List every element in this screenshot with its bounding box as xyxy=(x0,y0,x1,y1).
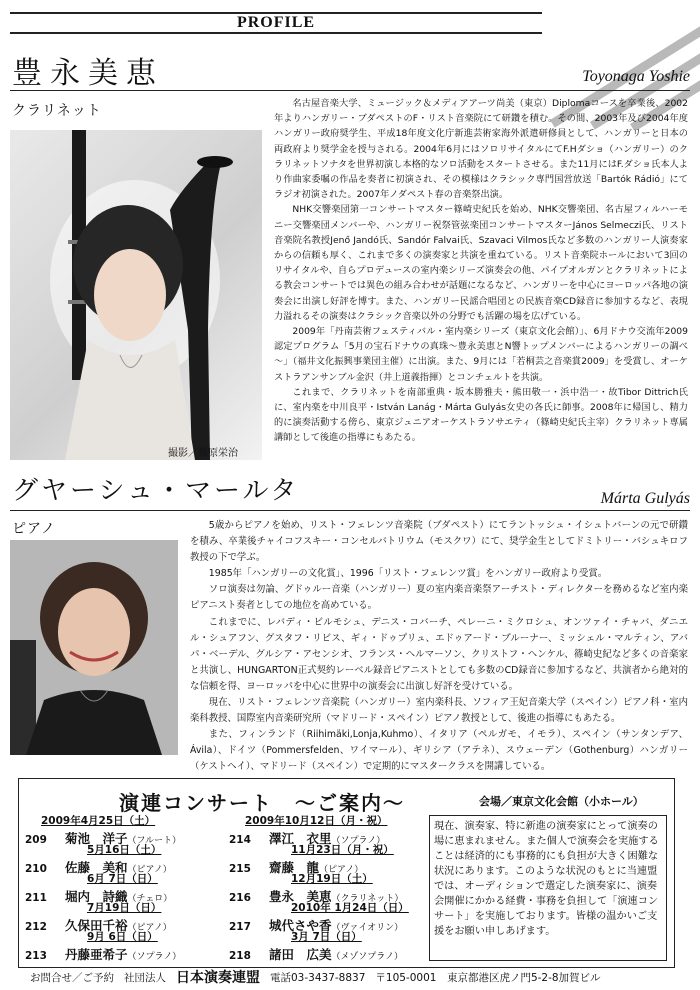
footer xyxy=(30,967,680,987)
concert-entry xyxy=(229,929,425,962)
concert-entry xyxy=(25,900,225,933)
performer-name: 佐藤 美和 xyxy=(65,860,128,875)
clarinet-portrait-illustration xyxy=(10,130,262,460)
artist1-divider xyxy=(10,90,690,91)
concert-number: 218 xyxy=(229,950,251,962)
concert-number: 216 xyxy=(229,892,251,904)
bio-paragraph: これまで、クラリネットを南部重典・坂本勝雅夫・熊田敬一・浜中浩一・故Tibor Dittrich氏に、室内楽を中川良平・István Lanág・Márta Gulyás女史の各氏に師事。2008年に帰国し、精力的に演奏活動する傍ら、東京ジュニアオーケストラソサエティ（篠崎史紀氏主宰）クラリネット専属講師として後進の指導にもあたる。 xyxy=(274,386,688,444)
page-title: PROFILE xyxy=(10,12,542,34)
concert-number: 210 xyxy=(25,863,47,875)
bio-paragraph: NHK交響楽団第一コンサートマスター篠崎史紀氏を始め、NHK交響楽団、名古屋フィルハーモニー交響楽団メンバーや、ハンガリー祝祭管弦楽団コンサートマスターJános Selmeczi氏、リスト音楽院名教授Jenő Jandó氏、Sandór Falvai氏、Szavaci Vilmos氏など多数のハンガリー人演奏家からの信頼も厚く、これまで多くの演奏家と共演を重ねている。リスト音楽院ホールにおいて3回のリサイタルや、自らプロデュースの室内楽シリーズ演奏会の他、パイプオルガンとクラリネットによる教会コンサートでは異色の組み合わせが話題になるなど、ハンガリーを中心にヨーロッパ各地の演奏会に出演し好評を博す。また、ハンガリー民謡合唱団との民族音楽CD録音に参加するなど、表現力溢れるその演奏はクラシック音楽以外の分野でも活躍の場を広げている。 xyxy=(274,204,688,322)
performer-instrument: （チェロ） xyxy=(127,894,173,904)
performer-name: 城代さや香 xyxy=(269,918,332,933)
artist1-name-en: Toyonaga Yoshie xyxy=(582,68,690,85)
performer-instrument: （フルート） xyxy=(127,836,182,846)
artist2-name-en: Márta Gulyás xyxy=(600,490,690,507)
artist1-instrument: クラリネット xyxy=(12,103,102,119)
concert-entry xyxy=(229,900,425,933)
artist2-photo xyxy=(10,540,178,755)
concert-venue: 会場／東京文化会館（小ホール） xyxy=(479,795,644,808)
concert-number: 213 xyxy=(25,950,47,962)
performer-instrument: （ソプラノ） xyxy=(331,836,386,846)
footer-contact: お問合せ／ご予約 xyxy=(30,971,114,984)
concert-title: 演連コンサート ～ご案内～ xyxy=(119,791,405,815)
performer-instrument: （ピアノ） xyxy=(127,923,172,933)
concert-entry xyxy=(25,813,225,846)
bio-paragraph: 5歳からピアノを始め、リスト・フェレンツ音楽院（ブダペスト）にてラントッシュ・イシュトバーンの元で研鑽を積み、卒業後チャイコフスキー・コンセルバトリウム（モスクワ）にて、奨学金生としてドミトリー・バシュキロフ教授の下で学ぶ。 xyxy=(190,520,688,564)
pianist-portrait-illustration xyxy=(10,540,178,755)
performer-instrument: （メゾソプラノ） xyxy=(331,952,403,962)
performer-name: 諸田 広美 xyxy=(269,947,332,962)
concert-date: 6月 7日（日） xyxy=(87,873,158,885)
artist2-instrument: ピアノ xyxy=(12,521,56,537)
concert-schedule-left xyxy=(25,813,225,962)
concert-number: 214 xyxy=(229,834,251,846)
artist2-divider xyxy=(10,510,690,511)
performer-name: 丹藤亜希子 xyxy=(65,947,128,962)
concert-entry xyxy=(229,871,425,904)
performer-name: 菊池 洋子 xyxy=(65,831,128,846)
performer-name: 堀内 詩織 xyxy=(65,889,128,904)
bio-paragraph: また、フィンランド（Riihimäki,Lonja,Kuhmo）、イタリア（ペルガモ、イモラ）、スペイン（サンタンデア、Ávila）、ドイツ（Pommersfelden、ワイマール）、ギリシア（アテネ）、スウェーデン（Gothenburg）ハンガリー（ケストヘイ）、マドリード（スペイン）で定期的にマスタークラスを開講している。 xyxy=(190,729,688,773)
performer-name: 久保田千裕 xyxy=(65,918,128,933)
performer-instrument: （クラリネット） xyxy=(331,894,404,904)
bio-paragraph: 名古屋音楽大学、ミュージック＆メディアアーツ尚美（東京）Diplomaコースを卒業後、2002年よりハンガリー・ブダペストのF・リスト音楽院にて研鑽を積む。その間、2003年及び2004年度ハンガリー政府奨学生、平成18年度文化庁新進芸術家海外派遣研修員として、ハンガリーと日本の両政府より奨学金を授与される。2004年6月にはソロリサイタルにてF.Hダショ（ハンガリー）のクラリネットソナタを世界初演し本格的なソロ活動をスタートさせる。また11月にはF.ダショ氏本人より作曲家委嘱の作品を奏者に初演され、その模様はクラシック専門国営放送「Bartók Rádió」にてラジオ初演された。2007年ノダペスト春の音楽祭出演。 xyxy=(274,98,688,201)
bio-paragraph: 2009年「丹南芸術フェスティバル・室内楽シリーズ（東京文化会館）」、6月ドナウ交流年2009認定プログラム「5月の宝石ドナウの真珠～豊永美恵とN響トップメンバーによるハンガリーの調べ～」（福井文化振興事業団主催）に出演。また、9月には「若桐芸之音楽賞2009」を受賞し、オーケストラアンサンブル金沢（井上道義指揮）とコンチェルトを共演。 xyxy=(274,326,688,383)
performer-instrument: （ピアノ） xyxy=(127,865,172,875)
concert-date: 12月19日（土） xyxy=(291,873,373,885)
artist2-bio xyxy=(190,518,688,773)
concert-date: 3月 7日（日） xyxy=(291,931,362,943)
concert-date: 5月16日（土） xyxy=(87,844,162,856)
bio-paragraph: これまでに、レバディ・ビルモシュ、デニス・コバーチ、ペレーニ・ミクロシュ、オンツァイ・チャバ、ダニエル・シュアフン、グスタフ・リビス、ギィ・ドゥプリュ、エドゥアード・ブルーナー、ミッシェル・マルティン、アバパ・ベーデル、グルシア・アセンシオ、フランス・ヘルマーソン、クリストフ・ヘンケル、篠崎史紀など多くの音楽家と共演し、HUNGARTON正式契約レーベル録音ピアニストとしても多数のCD録音に参加するなど、共演者から絶対的な信頼を得、ヨーロッパを中心に世界中の演奏会に出演し好評を受けている。 xyxy=(190,616,688,692)
concert-number: 215 xyxy=(229,863,251,875)
performer-name: 澤江 衣里 xyxy=(269,831,332,846)
concert-entry xyxy=(25,842,225,875)
performer-instrument: （ソプラノ） xyxy=(127,952,182,962)
concert-entry xyxy=(229,842,425,875)
bio-paragraph: ソロ演奏は勿論、グドゥルー音楽（ハンガリー）夏の室内楽音楽祭アーチスト・ディレクターを務めるなど室内楽ピアニスト奏者としての地位を高めている。 xyxy=(190,584,688,612)
photo-caption: 撮影／篠原栄治 xyxy=(168,448,238,459)
concert-info-box xyxy=(18,778,675,968)
footer-phone: 電話03-3437-8837 xyxy=(270,971,366,984)
concert-number: 211 xyxy=(25,892,47,904)
concert-date: 2009年10月12日（月・祝） xyxy=(245,815,388,827)
footer-org: 日本演奏連盟 xyxy=(176,970,260,986)
concert-number: 217 xyxy=(229,921,251,933)
performer-name: 齋藤 龍 xyxy=(269,860,320,875)
performer-instrument: （ヴァイオリン） xyxy=(331,923,404,933)
concert-date: 7月19日（日） xyxy=(87,902,162,914)
concert-note: 現在、演奏家、特に新進の演奏家にとって演奏の場に恵まれません。また個人で演奏会を実施することは経済的にも事務的にも負担が大きく困難な状況にあります。このような状況のもとに当連盟では、オーディションで選定した演奏家に、演奏会開催にかかる経費・事務を負担して「演連コンサート」を実施しております。皆様の温かいご支援をお願い申しあげます。 xyxy=(429,815,667,961)
concert-date: 11月23日（月・祝） xyxy=(291,844,394,856)
concert-date: 2010年 1月24日（日） xyxy=(291,902,409,914)
artist1-name-jp: 豊永美恵 xyxy=(12,56,164,91)
performer-instrument: （ピアノ） xyxy=(319,865,364,875)
concert-entry xyxy=(25,929,225,962)
concert-date: 9月 6日（日） xyxy=(87,931,158,943)
concert-number: 209 xyxy=(25,834,47,846)
footer-org-prefix: 社団法人 xyxy=(124,971,166,984)
bio-paragraph: 現在、リスト・フェレンツ音楽院（ハンガリー）室内楽科長、ソフィア王妃音楽大学（スペイン）ピアノ科・室内楽科教授、国際室内音楽研究所（マドリード・スペイン）ピアノ教授として、後進の指導にもあたる。 xyxy=(190,697,688,725)
footer-address: 〒105-0001 東京都港区虎ノ門5-2-8加賀ビル xyxy=(375,971,601,984)
performer-name: 豊永 美恵 xyxy=(269,889,332,904)
artist2-name-jp: グヤーシュ・マールタ xyxy=(12,476,300,506)
concert-schedule-right xyxy=(229,813,425,962)
artist1-photo xyxy=(10,130,262,460)
concert-number: 212 xyxy=(25,921,47,933)
concert-date: 2009年4月25日（土） xyxy=(41,815,156,827)
concert-entry xyxy=(229,813,425,846)
concert-entry xyxy=(25,871,225,904)
artist1-bio xyxy=(274,96,688,458)
bio-paragraph: 1985年「ハンガリーの文化賞」、1996「リスト・フェレンツ賞」をハンガリー政府より受賞。 xyxy=(208,568,608,580)
